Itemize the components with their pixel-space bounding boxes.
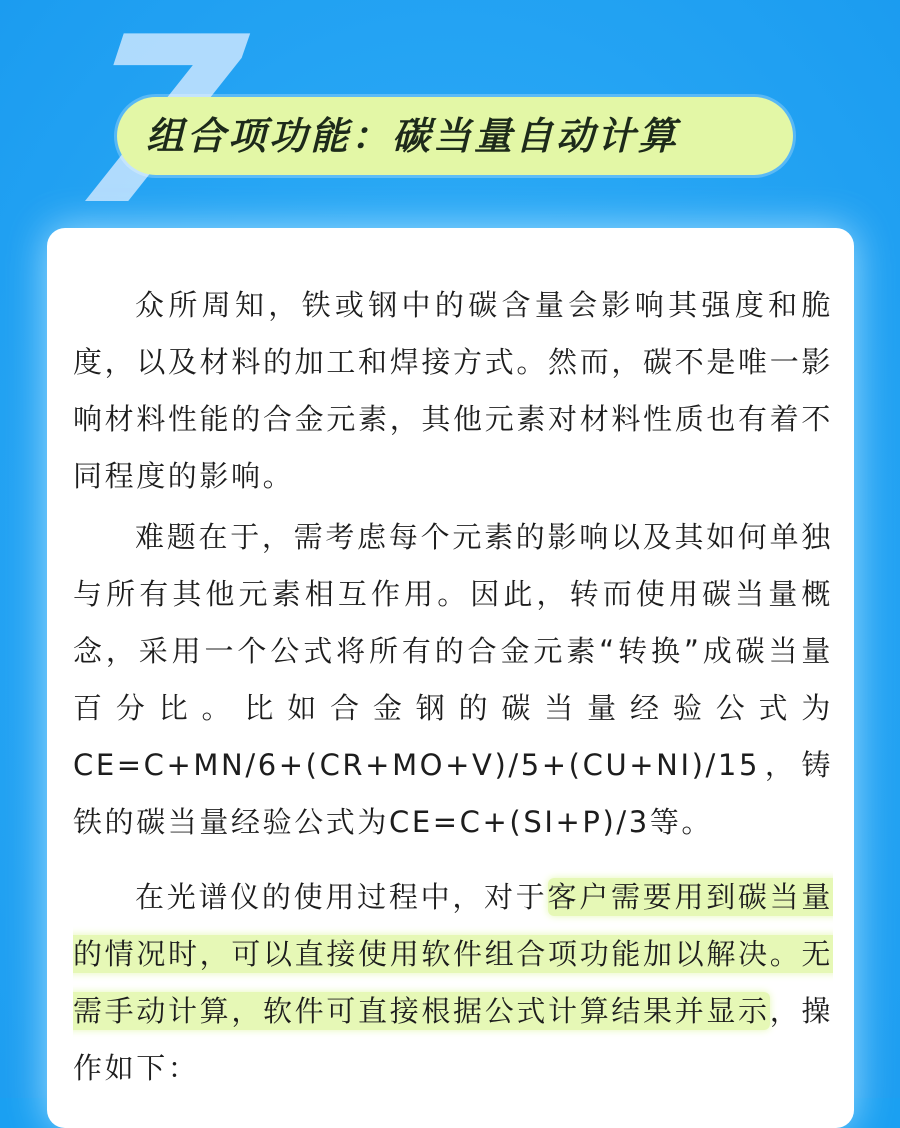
highlighted-text: 客户需要用到碳当量的情况时，可以直接使用软件组合项功能加以解决。无需手动计算，软件可直接根据公式计算结果并显示 xyxy=(73,880,833,1028)
paragraph-software-usage xyxy=(73,869,833,1097)
paragraph-text-before: 在光谱仪的使用过程中，对于 xyxy=(135,880,548,914)
paragraph-carbon-equivalent: 难题在于，需考虑每个元素的影响以及其如何单独与所有其他元素相互作用。因此，转而使用碳当量概念，采用一个公式将所有的合金元素“转换”成碳当量百分比。比如合金钢的碳当量经验公式为CE=C+MN/6+(CR+MO+V)/5+(CU+NI)/15，铸铁的碳当量经验公式为CE=C+(SI+P)/3等。 xyxy=(73,520,833,839)
paragraph-intro: 众所周知，铁或钢中的碳含量会影响其强度和脆度，以及材料的加工和焊接方式。然而，碳不是唯一影响材料性能的合金元素，其他元素对材料性质也有着不同程度的影响。 xyxy=(73,288,833,493)
section-title: 组合项功能：碳当量自动计算 xyxy=(146,114,680,158)
paragraph-text-after: ，操作如下： xyxy=(73,994,834,1085)
